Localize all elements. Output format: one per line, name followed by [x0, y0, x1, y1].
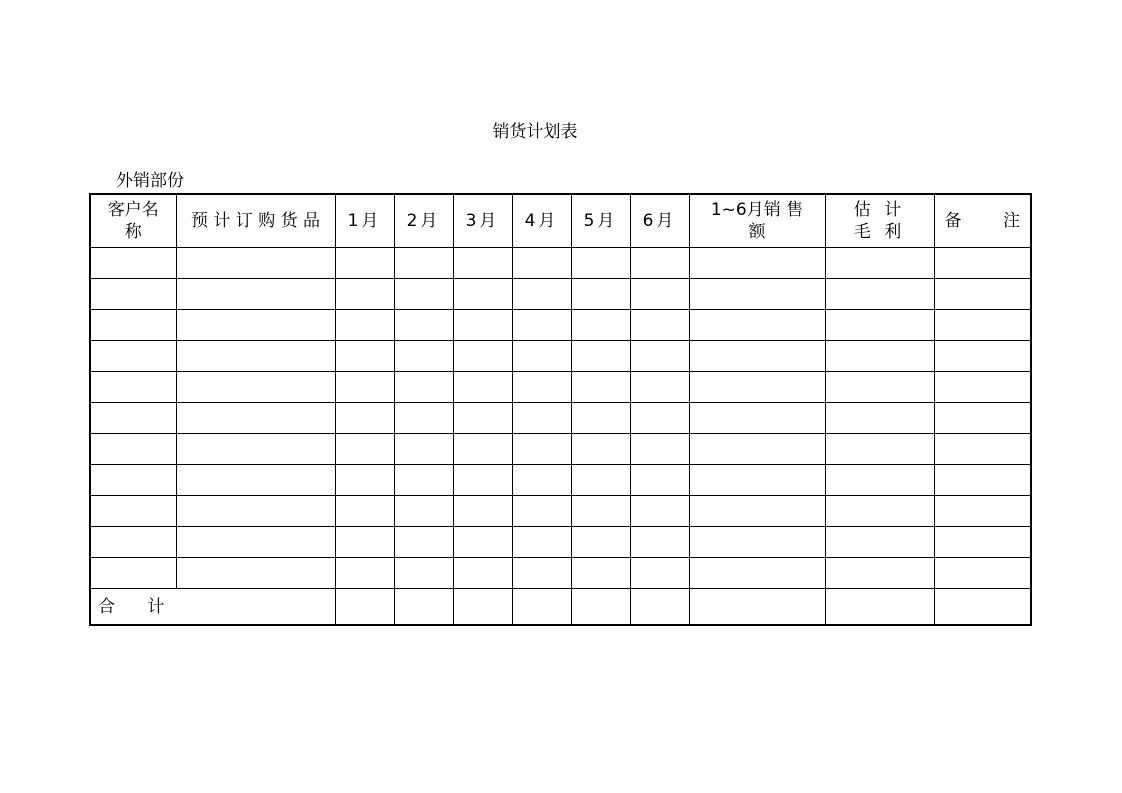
total-label: 合 计	[90, 589, 335, 626]
table-cell[interactable]	[335, 465, 394, 496]
total-cell[interactable]	[825, 589, 934, 626]
table-cell[interactable]	[176, 434, 335, 465]
table-cell[interactable]	[176, 341, 335, 372]
table-cell[interactable]	[176, 527, 335, 558]
table-cell[interactable]	[90, 341, 176, 372]
total-cell[interactable]	[335, 589, 394, 626]
table-cell[interactable]	[335, 372, 394, 403]
document-title: 销货计划表	[492, 122, 578, 142]
table-cell[interactable]	[825, 434, 934, 465]
header-month-6: 6月	[630, 194, 689, 248]
table-cell[interactable]	[512, 434, 571, 465]
table-cell[interactable]	[394, 403, 453, 434]
table-cell[interactable]	[630, 496, 689, 527]
header-row	[90, 194, 1031, 248]
table-cell[interactable]	[689, 434, 825, 465]
table-cell[interactable]	[934, 310, 1031, 341]
table-cell[interactable]	[90, 434, 176, 465]
table-cell[interactable]	[453, 372, 512, 403]
table-cell[interactable]	[90, 527, 176, 558]
table-cell[interactable]	[571, 527, 630, 558]
table-cell[interactable]	[689, 527, 825, 558]
table-cell[interactable]	[394, 279, 453, 310]
table-cell[interactable]	[512, 558, 571, 589]
table-cell[interactable]	[512, 496, 571, 527]
table-cell[interactable]	[825, 279, 934, 310]
table-cell[interactable]	[453, 248, 512, 279]
table-cell[interactable]	[571, 496, 630, 527]
table-cell[interactable]	[394, 558, 453, 589]
table-row	[90, 403, 1031, 434]
table-cell[interactable]	[335, 558, 394, 589]
table-cell[interactable]	[934, 372, 1031, 403]
table-cell[interactable]	[176, 558, 335, 589]
table-cell[interactable]	[689, 310, 825, 341]
table-cell[interactable]	[571, 558, 630, 589]
table-cell[interactable]	[825, 527, 934, 558]
table-row	[90, 496, 1031, 527]
table-cell[interactable]	[934, 403, 1031, 434]
table-cell[interactable]	[90, 496, 176, 527]
table-cell[interactable]	[934, 248, 1031, 279]
table-row	[90, 310, 1031, 341]
total-cell[interactable]	[630, 589, 689, 626]
table-cell[interactable]	[512, 372, 571, 403]
table-cell[interactable]	[176, 496, 335, 527]
table-cell[interactable]	[934, 527, 1031, 558]
table-row	[90, 372, 1031, 403]
table-cell[interactable]	[90, 403, 176, 434]
table-cell[interactable]	[176, 310, 335, 341]
total-cell[interactable]	[453, 589, 512, 626]
table-cell[interactable]	[934, 434, 1031, 465]
table-cell[interactable]	[453, 465, 512, 496]
table-cell[interactable]	[453, 558, 512, 589]
table-cell[interactable]	[571, 279, 630, 310]
table-cell[interactable]	[394, 310, 453, 341]
header-month-1: 1月	[335, 194, 394, 248]
table-cell[interactable]	[176, 403, 335, 434]
header-remarks: 备 注	[934, 194, 1031, 248]
table-cell[interactable]	[453, 496, 512, 527]
table-cell[interactable]	[630, 341, 689, 372]
table-cell[interactable]	[934, 465, 1031, 496]
table-cell[interactable]	[453, 403, 512, 434]
table-cell[interactable]	[90, 465, 176, 496]
table-cell[interactable]	[825, 248, 934, 279]
table-cell[interactable]	[335, 248, 394, 279]
table-row	[90, 341, 1031, 372]
table-cell[interactable]	[689, 403, 825, 434]
table-cell[interactable]	[335, 496, 394, 527]
table-row	[90, 465, 1031, 496]
table-cell[interactable]	[512, 341, 571, 372]
table-cell[interactable]	[90, 248, 176, 279]
table-cell[interactable]	[394, 434, 453, 465]
header-month-2: 2月	[394, 194, 453, 248]
table-cell[interactable]	[335, 434, 394, 465]
table-cell[interactable]	[825, 372, 934, 403]
table-cell[interactable]	[453, 434, 512, 465]
department-label: 外销部份	[116, 171, 184, 191]
table-cell[interactable]	[630, 403, 689, 434]
table-cell[interactable]	[335, 527, 394, 558]
table-cell[interactable]	[825, 403, 934, 434]
table-cell[interactable]	[335, 341, 394, 372]
table-cell[interactable]	[825, 310, 934, 341]
table-cell[interactable]	[453, 310, 512, 341]
table-cell[interactable]	[176, 248, 335, 279]
table-cell[interactable]	[630, 558, 689, 589]
table-cell[interactable]	[689, 248, 825, 279]
table-cell[interactable]	[90, 372, 176, 403]
table-cell[interactable]	[571, 403, 630, 434]
sales-plan-table	[89, 193, 1032, 626]
table-cell[interactable]	[571, 310, 630, 341]
table-cell[interactable]	[90, 310, 176, 341]
table-cell[interactable]	[512, 248, 571, 279]
table-cell[interactable]	[689, 341, 825, 372]
table-cell[interactable]	[394, 248, 453, 279]
header-sales-1-6: 1~6月销 售 额	[689, 194, 825, 248]
table-cell[interactable]	[453, 341, 512, 372]
table-row	[90, 558, 1031, 589]
table-cell[interactable]	[571, 248, 630, 279]
table-cell[interactable]	[689, 372, 825, 403]
table-cell[interactable]	[90, 558, 176, 589]
table-cell[interactable]	[825, 558, 934, 589]
header-planned-goods: 预 计 订 购 货 品	[176, 194, 335, 248]
table-row	[90, 279, 1031, 310]
header-month-5: 5月	[571, 194, 630, 248]
table-cell[interactable]	[394, 341, 453, 372]
table-cell[interactable]	[630, 372, 689, 403]
total-cell[interactable]	[512, 589, 571, 626]
table-cell[interactable]	[825, 341, 934, 372]
table-cell[interactable]	[934, 341, 1031, 372]
table-cell[interactable]	[934, 496, 1031, 527]
header-customer-name: 客户名称	[90, 194, 176, 248]
table-cell[interactable]	[394, 527, 453, 558]
table-cell[interactable]	[571, 372, 630, 403]
table-cell[interactable]	[571, 465, 630, 496]
table-cell[interactable]	[335, 403, 394, 434]
table-cell[interactable]	[512, 527, 571, 558]
table-cell[interactable]	[512, 403, 571, 434]
table-cell[interactable]	[90, 279, 176, 310]
table-cell[interactable]	[512, 465, 571, 496]
total-cell[interactable]	[934, 589, 1031, 626]
table-cell[interactable]	[630, 465, 689, 496]
table-cell[interactable]	[176, 465, 335, 496]
table-cell[interactable]	[335, 310, 394, 341]
table-row	[90, 527, 1031, 558]
table-cell[interactable]	[689, 496, 825, 527]
table-cell[interactable]	[176, 279, 335, 310]
table-cell[interactable]	[394, 372, 453, 403]
total-cell[interactable]	[689, 589, 825, 626]
table-cell[interactable]	[825, 465, 934, 496]
table-cell[interactable]	[512, 310, 571, 341]
table-cell[interactable]	[176, 372, 335, 403]
table-cell[interactable]	[689, 558, 825, 589]
table-cell[interactable]	[689, 279, 825, 310]
header-est-gross-profit: 估 计 毛 利	[825, 194, 934, 248]
total-cell[interactable]	[571, 589, 630, 626]
table-cell[interactable]	[394, 465, 453, 496]
table-cell[interactable]	[825, 496, 934, 527]
table-cell[interactable]	[453, 279, 512, 310]
table-row	[90, 248, 1031, 279]
table-cell[interactable]	[335, 279, 394, 310]
table-cell[interactable]	[571, 434, 630, 465]
table-cell[interactable]	[394, 496, 453, 527]
table-cell[interactable]	[689, 465, 825, 496]
total-row	[90, 589, 1031, 626]
header-month-4: 4月	[512, 194, 571, 248]
table-cell[interactable]	[934, 558, 1031, 589]
table-cell[interactable]	[630, 279, 689, 310]
table-cell[interactable]	[630, 248, 689, 279]
table-cell[interactable]	[630, 310, 689, 341]
table-cell[interactable]	[571, 341, 630, 372]
table-cell[interactable]	[630, 527, 689, 558]
table-cell[interactable]	[512, 279, 571, 310]
table-cell[interactable]	[934, 279, 1031, 310]
table-cell[interactable]	[453, 527, 512, 558]
header-month-3: 3月	[453, 194, 512, 248]
total-cell[interactable]	[394, 589, 453, 626]
table-row	[90, 434, 1031, 465]
table-cell[interactable]	[630, 434, 689, 465]
